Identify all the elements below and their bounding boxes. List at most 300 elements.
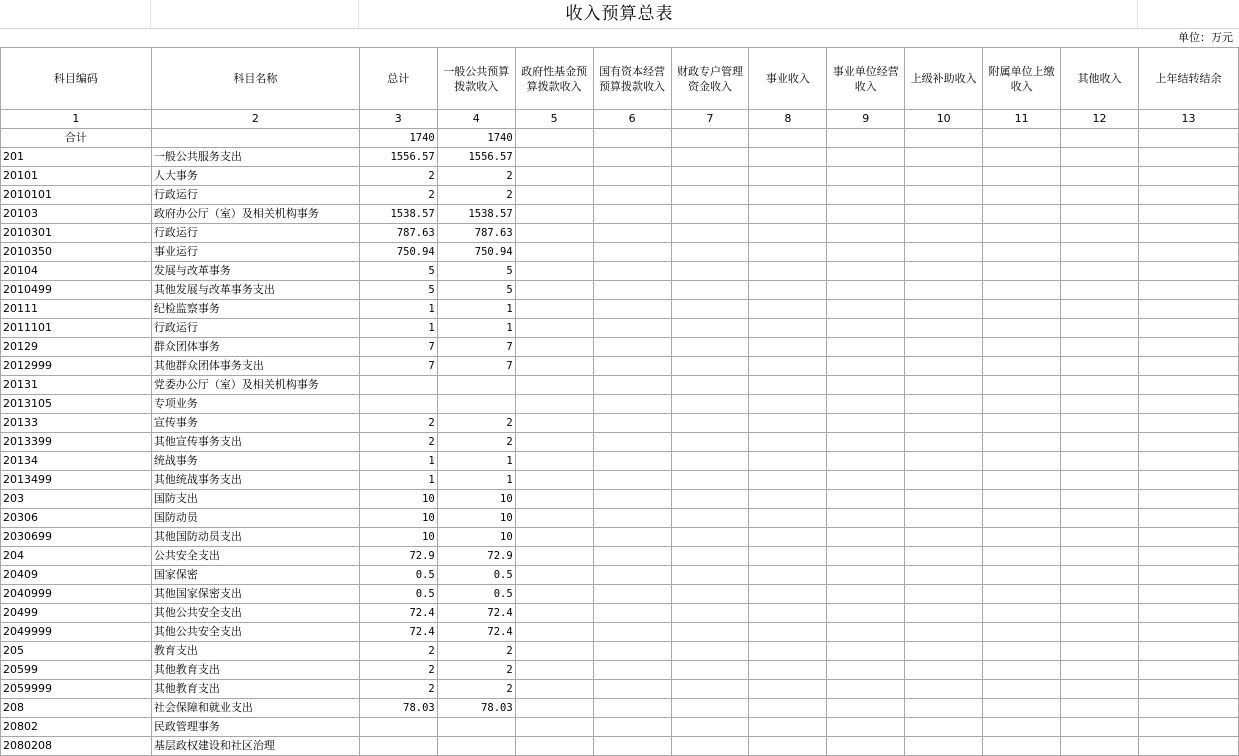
empty-cell[interactable] bbox=[593, 699, 671, 718]
total-cell[interactable]: 10 bbox=[359, 528, 437, 547]
empty-cell[interactable] bbox=[983, 224, 1061, 243]
empty-cell[interactable] bbox=[827, 167, 905, 186]
column-index-cell[interactable]: 1 bbox=[1, 110, 152, 129]
empty-cell[interactable] bbox=[671, 452, 749, 471]
subject-code-cell[interactable]: 20409 bbox=[1, 566, 152, 585]
column-index-cell[interactable]: 12 bbox=[1061, 110, 1139, 129]
empty-cell[interactable] bbox=[905, 661, 983, 680]
empty-cell[interactable] bbox=[749, 642, 827, 661]
empty-cell[interactable] bbox=[671, 357, 749, 376]
empty-cell[interactable] bbox=[905, 129, 983, 148]
empty-cell[interactable] bbox=[1061, 452, 1139, 471]
general-budget-cell[interactable]: 1 bbox=[437, 452, 515, 471]
empty-cell[interactable] bbox=[515, 414, 593, 433]
empty-cell[interactable] bbox=[1139, 262, 1239, 281]
empty-cell[interactable] bbox=[827, 224, 905, 243]
empty-cell[interactable] bbox=[983, 148, 1061, 167]
total-cell[interactable] bbox=[359, 718, 437, 737]
subject-code-cell[interactable]: 2010101 bbox=[1, 186, 152, 205]
empty-cell[interactable] bbox=[827, 680, 905, 699]
empty-cell[interactable] bbox=[1139, 281, 1239, 300]
empty-cell[interactable] bbox=[1139, 186, 1239, 205]
empty-cell[interactable] bbox=[827, 547, 905, 566]
empty-cell[interactable] bbox=[905, 490, 983, 509]
empty-cell[interactable] bbox=[671, 433, 749, 452]
empty-cell[interactable] bbox=[1139, 699, 1239, 718]
empty-cell[interactable] bbox=[593, 205, 671, 224]
general-budget-cell[interactable]: 72.4 bbox=[437, 604, 515, 623]
empty-cell[interactable] bbox=[515, 395, 593, 414]
empty-cell[interactable] bbox=[593, 300, 671, 319]
general-budget-cell[interactable]: 72.4 bbox=[437, 623, 515, 642]
empty-cell[interactable] bbox=[749, 585, 827, 604]
total-cell[interactable]: 2 bbox=[359, 433, 437, 452]
subject-name-cell[interactable]: 政府办公厅（室）及相关机构事务 bbox=[151, 205, 359, 224]
subject-name-cell[interactable]: 国防动员 bbox=[151, 509, 359, 528]
subject-name-cell[interactable]: 宣传事务 bbox=[151, 414, 359, 433]
empty-cell[interactable] bbox=[671, 186, 749, 205]
general-budget-cell[interactable]: 1 bbox=[437, 300, 515, 319]
empty-cell[interactable] bbox=[827, 186, 905, 205]
empty-cell[interactable] bbox=[827, 604, 905, 623]
subject-name-cell[interactable]: 其他教育支出 bbox=[151, 680, 359, 699]
empty-cell[interactable] bbox=[671, 414, 749, 433]
subject-name-cell[interactable]: 其他国防动员支出 bbox=[151, 528, 359, 547]
empty-cell[interactable] bbox=[1061, 395, 1139, 414]
empty-cell[interactable] bbox=[671, 224, 749, 243]
subject-code-cell[interactable]: 2059999 bbox=[1, 680, 152, 699]
subject-name-cell[interactable]: 其他国家保密支出 bbox=[151, 585, 359, 604]
column-header[interactable]: 上年结转结余 bbox=[1139, 48, 1239, 110]
empty-cell[interactable] bbox=[515, 604, 593, 623]
total-cell[interactable]: 787.63 bbox=[359, 224, 437, 243]
empty-cell[interactable] bbox=[983, 319, 1061, 338]
empty-cell[interactable] bbox=[905, 414, 983, 433]
empty-cell[interactable] bbox=[749, 528, 827, 547]
general-budget-cell[interactable]: 2 bbox=[437, 661, 515, 680]
column-header[interactable]: 科目编码 bbox=[1, 48, 152, 110]
subject-name-cell[interactable]: 其他统战事务支出 bbox=[151, 471, 359, 490]
empty-cell[interactable] bbox=[515, 148, 593, 167]
empty-cell[interactable] bbox=[515, 376, 593, 395]
general-budget-cell[interactable]: 10 bbox=[437, 490, 515, 509]
empty-cell[interactable] bbox=[671, 129, 749, 148]
empty-cell[interactable] bbox=[749, 129, 827, 148]
empty-cell[interactable] bbox=[671, 471, 749, 490]
empty-cell[interactable] bbox=[749, 414, 827, 433]
empty-cell[interactable] bbox=[983, 604, 1061, 623]
empty-cell[interactable] bbox=[983, 243, 1061, 262]
general-budget-cell[interactable]: 72.9 bbox=[437, 547, 515, 566]
empty-cell[interactable] bbox=[827, 490, 905, 509]
empty-cell[interactable] bbox=[1061, 300, 1139, 319]
general-budget-cell[interactable]: 5 bbox=[437, 262, 515, 281]
subject-name-cell[interactable]: 行政运行 bbox=[151, 224, 359, 243]
empty-cell[interactable] bbox=[983, 357, 1061, 376]
empty-cell[interactable] bbox=[593, 547, 671, 566]
total-cell[interactable]: 72.9 bbox=[359, 547, 437, 566]
total-cell[interactable]: 7 bbox=[359, 338, 437, 357]
empty-cell[interactable] bbox=[1139, 623, 1239, 642]
empty-cell[interactable] bbox=[749, 319, 827, 338]
subject-code-cell[interactable]: 2010301 bbox=[1, 224, 152, 243]
empty-cell[interactable] bbox=[1061, 471, 1139, 490]
subject-code-cell[interactable]: 2011101 bbox=[1, 319, 152, 338]
total-cell[interactable]: 5 bbox=[359, 262, 437, 281]
empty-cell[interactable] bbox=[515, 452, 593, 471]
general-budget-cell[interactable]: 1 bbox=[437, 319, 515, 338]
general-budget-cell[interactable]: 1740 bbox=[437, 129, 515, 148]
empty-cell[interactable] bbox=[983, 699, 1061, 718]
empty-cell[interactable] bbox=[1061, 148, 1139, 167]
empty-cell[interactable] bbox=[905, 186, 983, 205]
column-index-cell[interactable]: 7 bbox=[671, 110, 749, 129]
subject-name-cell[interactable]: 教育支出 bbox=[151, 642, 359, 661]
general-budget-cell[interactable]: 2 bbox=[437, 186, 515, 205]
subject-name-cell[interactable]: 国家保密 bbox=[151, 566, 359, 585]
empty-cell[interactable] bbox=[983, 262, 1061, 281]
empty-cell[interactable] bbox=[749, 205, 827, 224]
empty-cell[interactable] bbox=[1061, 205, 1139, 224]
empty-cell[interactable] bbox=[593, 642, 671, 661]
column-header[interactable]: 政府性基金预算拨款收入 bbox=[515, 48, 593, 110]
general-budget-cell[interactable]: 10 bbox=[437, 528, 515, 547]
empty-cell[interactable] bbox=[905, 642, 983, 661]
empty-cell[interactable] bbox=[749, 718, 827, 737]
empty-cell[interactable] bbox=[1061, 661, 1139, 680]
empty-cell[interactable] bbox=[515, 433, 593, 452]
empty-cell[interactable] bbox=[1061, 642, 1139, 661]
column-header[interactable]: 附属单位上缴收入 bbox=[983, 48, 1061, 110]
subject-code-cell[interactable]: 20306 bbox=[1, 509, 152, 528]
empty-cell[interactable] bbox=[749, 509, 827, 528]
empty-cell[interactable] bbox=[515, 205, 593, 224]
subject-code-cell[interactable]: 204 bbox=[1, 547, 152, 566]
column-index-cell[interactable]: 9 bbox=[827, 110, 905, 129]
empty-cell[interactable] bbox=[593, 604, 671, 623]
subject-name-cell[interactable]: 其他公共安全支出 bbox=[151, 604, 359, 623]
empty-cell[interactable] bbox=[515, 642, 593, 661]
total-cell[interactable]: 2 bbox=[359, 680, 437, 699]
total-cell[interactable]: 1538.57 bbox=[359, 205, 437, 224]
general-budget-cell[interactable]: 2 bbox=[437, 433, 515, 452]
subject-code-cell[interactable]: 20104 bbox=[1, 262, 152, 281]
empty-cell[interactable] bbox=[827, 281, 905, 300]
empty-cell[interactable] bbox=[905, 604, 983, 623]
empty-cell[interactable] bbox=[905, 699, 983, 718]
subject-name-cell[interactable]: 人大事务 bbox=[151, 167, 359, 186]
empty-cell[interactable] bbox=[827, 262, 905, 281]
column-header[interactable]: 事业收入 bbox=[749, 48, 827, 110]
empty-cell[interactable] bbox=[1139, 585, 1239, 604]
empty-cell[interactable] bbox=[671, 680, 749, 699]
empty-cell[interactable] bbox=[1139, 566, 1239, 585]
subject-name-cell[interactable]: 一般公共服务支出 bbox=[151, 148, 359, 167]
empty-cell[interactable] bbox=[827, 585, 905, 604]
empty-cell[interactable] bbox=[593, 509, 671, 528]
empty-cell[interactable] bbox=[827, 509, 905, 528]
empty-cell[interactable] bbox=[983, 186, 1061, 205]
empty-cell[interactable] bbox=[983, 281, 1061, 300]
subject-name-cell[interactable]: 其他群众团体事务支出 bbox=[151, 357, 359, 376]
subject-name-cell[interactable]: 发展与改革事务 bbox=[151, 262, 359, 281]
subject-code-cell[interactable]: 20802 bbox=[1, 718, 152, 737]
empty-cell[interactable] bbox=[1061, 414, 1139, 433]
empty-cell[interactable] bbox=[1139, 661, 1239, 680]
empty-cell[interactable] bbox=[671, 395, 749, 414]
empty-cell[interactable] bbox=[905, 395, 983, 414]
empty-cell[interactable] bbox=[749, 167, 827, 186]
empty-cell[interactable] bbox=[827, 319, 905, 338]
subject-code-cell[interactable]: 2010350 bbox=[1, 243, 152, 262]
empty-cell[interactable] bbox=[905, 433, 983, 452]
empty-cell[interactable] bbox=[827, 452, 905, 471]
subject-name-cell[interactable]: 国防支出 bbox=[151, 490, 359, 509]
column-header[interactable]: 事业单位经营收入 bbox=[827, 48, 905, 110]
empty-cell[interactable] bbox=[593, 718, 671, 737]
empty-cell[interactable] bbox=[905, 357, 983, 376]
empty-cell[interactable] bbox=[905, 585, 983, 604]
subject-name-cell[interactable]: 群众团体事务 bbox=[151, 338, 359, 357]
empty-cell[interactable] bbox=[1061, 585, 1139, 604]
subject-code-cell[interactable]: 20131 bbox=[1, 376, 152, 395]
subject-code-cell[interactable]: 合计 bbox=[1, 129, 152, 148]
subject-code-cell[interactable]: 2040999 bbox=[1, 585, 152, 604]
empty-cell[interactable] bbox=[749, 376, 827, 395]
empty-cell[interactable] bbox=[593, 452, 671, 471]
empty-cell[interactable] bbox=[827, 357, 905, 376]
column-index-cell[interactable]: 2 bbox=[151, 110, 359, 129]
empty-cell[interactable] bbox=[515, 585, 593, 604]
total-cell[interactable]: 1 bbox=[359, 452, 437, 471]
empty-cell[interactable] bbox=[593, 243, 671, 262]
empty-cell[interactable] bbox=[671, 623, 749, 642]
empty-cell[interactable] bbox=[827, 129, 905, 148]
total-cell[interactable]: 0.5 bbox=[359, 566, 437, 585]
subject-code-cell[interactable]: 205 bbox=[1, 642, 152, 661]
subject-code-cell[interactable]: 2013105 bbox=[1, 395, 152, 414]
total-cell[interactable]: 2 bbox=[359, 642, 437, 661]
empty-cell[interactable] bbox=[1061, 509, 1139, 528]
empty-cell[interactable] bbox=[905, 376, 983, 395]
empty-cell[interactable] bbox=[671, 148, 749, 167]
general-budget-cell[interactable]: 2 bbox=[437, 167, 515, 186]
total-cell[interactable]: 10 bbox=[359, 490, 437, 509]
empty-cell[interactable] bbox=[749, 281, 827, 300]
total-cell[interactable]: 5 bbox=[359, 281, 437, 300]
subject-code-cell[interactable]: 2049999 bbox=[1, 623, 152, 642]
empty-cell[interactable] bbox=[515, 186, 593, 205]
column-index-cell[interactable]: 5 bbox=[515, 110, 593, 129]
empty-cell[interactable] bbox=[1139, 604, 1239, 623]
empty-cell[interactable] bbox=[983, 490, 1061, 509]
empty-cell[interactable] bbox=[671, 642, 749, 661]
empty-cell[interactable] bbox=[1139, 642, 1239, 661]
empty-cell[interactable] bbox=[827, 300, 905, 319]
total-cell[interactable]: 10 bbox=[359, 509, 437, 528]
empty-cell[interactable] bbox=[515, 680, 593, 699]
empty-cell[interactable] bbox=[749, 433, 827, 452]
empty-cell[interactable] bbox=[593, 148, 671, 167]
empty-cell[interactable] bbox=[515, 509, 593, 528]
general-budget-cell[interactable] bbox=[437, 718, 515, 737]
empty-cell[interactable] bbox=[1061, 224, 1139, 243]
empty-cell[interactable] bbox=[1139, 509, 1239, 528]
empty-cell[interactable] bbox=[749, 547, 827, 566]
empty-cell[interactable] bbox=[671, 661, 749, 680]
empty-cell[interactable] bbox=[515, 319, 593, 338]
subject-code-cell[interactable]: 20111 bbox=[1, 300, 152, 319]
empty-cell[interactable] bbox=[1061, 186, 1139, 205]
empty-cell[interactable] bbox=[749, 471, 827, 490]
general-budget-cell[interactable]: 750.94 bbox=[437, 243, 515, 262]
subject-code-cell[interactable]: 20499 bbox=[1, 604, 152, 623]
empty-cell[interactable] bbox=[515, 547, 593, 566]
empty-cell[interactable] bbox=[593, 566, 671, 585]
empty-cell[interactable] bbox=[983, 167, 1061, 186]
empty-cell[interactable] bbox=[1139, 452, 1239, 471]
total-cell[interactable]: 78.03 bbox=[359, 699, 437, 718]
empty-cell[interactable] bbox=[905, 243, 983, 262]
empty-cell[interactable] bbox=[1061, 357, 1139, 376]
empty-cell[interactable] bbox=[1061, 547, 1139, 566]
general-budget-cell[interactable]: 5 bbox=[437, 281, 515, 300]
empty-cell[interactable] bbox=[1061, 167, 1139, 186]
empty-cell[interactable] bbox=[593, 167, 671, 186]
empty-cell[interactable] bbox=[515, 338, 593, 357]
empty-cell[interactable] bbox=[1139, 357, 1239, 376]
total-cell[interactable]: 1740 bbox=[359, 129, 437, 148]
empty-cell[interactable] bbox=[1139, 167, 1239, 186]
empty-cell[interactable] bbox=[1061, 262, 1139, 281]
empty-cell[interactable] bbox=[593, 471, 671, 490]
subject-name-cell[interactable]: 其他宣传事务支出 bbox=[151, 433, 359, 452]
empty-cell[interactable] bbox=[905, 338, 983, 357]
empty-cell[interactable] bbox=[671, 509, 749, 528]
empty-cell[interactable] bbox=[749, 262, 827, 281]
empty-cell[interactable] bbox=[983, 718, 1061, 737]
total-cell[interactable]: 2 bbox=[359, 167, 437, 186]
empty-cell[interactable] bbox=[515, 661, 593, 680]
empty-cell[interactable] bbox=[905, 471, 983, 490]
empty-cell[interactable] bbox=[593, 129, 671, 148]
total-cell[interactable]: 7 bbox=[359, 357, 437, 376]
subject-code-cell[interactable]: 208 bbox=[1, 699, 152, 718]
empty-cell[interactable] bbox=[749, 661, 827, 680]
total-cell[interactable] bbox=[359, 376, 437, 395]
empty-cell[interactable] bbox=[905, 300, 983, 319]
empty-cell[interactable] bbox=[827, 718, 905, 737]
empty-cell[interactable] bbox=[749, 604, 827, 623]
empty-cell[interactable] bbox=[671, 547, 749, 566]
general-budget-cell[interactable]: 7 bbox=[437, 357, 515, 376]
general-budget-cell[interactable]: 7 bbox=[437, 338, 515, 357]
general-budget-cell[interactable]: 0.5 bbox=[437, 566, 515, 585]
subject-name-cell[interactable]: 民政管理事务 bbox=[151, 718, 359, 737]
column-index-cell[interactable]: 6 bbox=[593, 110, 671, 129]
empty-cell[interactable] bbox=[1061, 319, 1139, 338]
empty-cell[interactable] bbox=[515, 718, 593, 737]
empty-cell[interactable] bbox=[593, 376, 671, 395]
empty-cell[interactable] bbox=[905, 148, 983, 167]
empty-cell[interactable] bbox=[905, 224, 983, 243]
empty-cell[interactable] bbox=[593, 585, 671, 604]
total-cell[interactable]: 1 bbox=[359, 319, 437, 338]
empty-cell[interactable] bbox=[905, 547, 983, 566]
empty-cell[interactable] bbox=[671, 718, 749, 737]
empty-cell[interactable] bbox=[749, 566, 827, 585]
empty-cell[interactable] bbox=[749, 490, 827, 509]
empty-cell[interactable] bbox=[905, 452, 983, 471]
empty-cell[interactable] bbox=[515, 471, 593, 490]
empty-cell[interactable] bbox=[671, 262, 749, 281]
empty-cell[interactable] bbox=[593, 528, 671, 547]
empty-cell[interactable] bbox=[749, 338, 827, 357]
total-cell[interactable]: 1556.57 bbox=[359, 148, 437, 167]
empty-cell[interactable] bbox=[593, 319, 671, 338]
empty-cell[interactable] bbox=[1139, 129, 1239, 148]
general-budget-cell[interactable]: 2 bbox=[437, 414, 515, 433]
empty-cell[interactable] bbox=[515, 243, 593, 262]
empty-cell[interactable] bbox=[1061, 243, 1139, 262]
general-budget-cell[interactable]: 0.5 bbox=[437, 585, 515, 604]
empty-cell[interactable] bbox=[593, 281, 671, 300]
general-budget-cell[interactable]: 10 bbox=[437, 509, 515, 528]
empty-cell[interactable] bbox=[515, 623, 593, 642]
subject-code-cell[interactable]: 201 bbox=[1, 148, 152, 167]
empty-cell[interactable] bbox=[827, 395, 905, 414]
empty-cell[interactable] bbox=[593, 186, 671, 205]
empty-cell[interactable] bbox=[1139, 414, 1239, 433]
empty-cell[interactable] bbox=[671, 699, 749, 718]
general-budget-cell[interactable]: 2 bbox=[437, 642, 515, 661]
subject-code-cell[interactable]: 20133 bbox=[1, 414, 152, 433]
empty-cell[interactable] bbox=[983, 547, 1061, 566]
empty-cell[interactable] bbox=[1061, 623, 1139, 642]
empty-cell[interactable] bbox=[749, 357, 827, 376]
empty-cell[interactable] bbox=[593, 661, 671, 680]
empty-cell[interactable] bbox=[515, 167, 593, 186]
empty-cell[interactable] bbox=[1139, 528, 1239, 547]
empty-cell[interactable] bbox=[593, 357, 671, 376]
subject-name-cell[interactable]: 社会保障和就业支出 bbox=[151, 699, 359, 718]
empty-cell[interactable] bbox=[593, 414, 671, 433]
empty-cell[interactable] bbox=[671, 376, 749, 395]
empty-cell[interactable] bbox=[983, 338, 1061, 357]
empty-cell[interactable] bbox=[1139, 490, 1239, 509]
empty-cell[interactable] bbox=[1061, 129, 1139, 148]
subject-code-cell[interactable]: 2012999 bbox=[1, 357, 152, 376]
empty-cell[interactable] bbox=[749, 452, 827, 471]
empty-cell[interactable] bbox=[515, 300, 593, 319]
empty-cell[interactable] bbox=[905, 319, 983, 338]
empty-cell[interactable] bbox=[983, 414, 1061, 433]
column-index-cell[interactable]: 10 bbox=[905, 110, 983, 129]
empty-cell[interactable] bbox=[1061, 718, 1139, 737]
subject-code-cell[interactable]: 20599 bbox=[1, 661, 152, 680]
empty-cell[interactable] bbox=[827, 566, 905, 585]
empty-cell[interactable] bbox=[905, 566, 983, 585]
column-index-cell[interactable]: 11 bbox=[983, 110, 1061, 129]
empty-cell[interactable] bbox=[983, 471, 1061, 490]
empty-cell[interactable] bbox=[1139, 718, 1239, 737]
empty-cell[interactable] bbox=[671, 490, 749, 509]
empty-cell[interactable] bbox=[1061, 281, 1139, 300]
column-index-cell[interactable]: 8 bbox=[749, 110, 827, 129]
empty-cell[interactable] bbox=[1061, 680, 1139, 699]
empty-cell[interactable] bbox=[1061, 433, 1139, 452]
empty-cell[interactable] bbox=[515, 528, 593, 547]
